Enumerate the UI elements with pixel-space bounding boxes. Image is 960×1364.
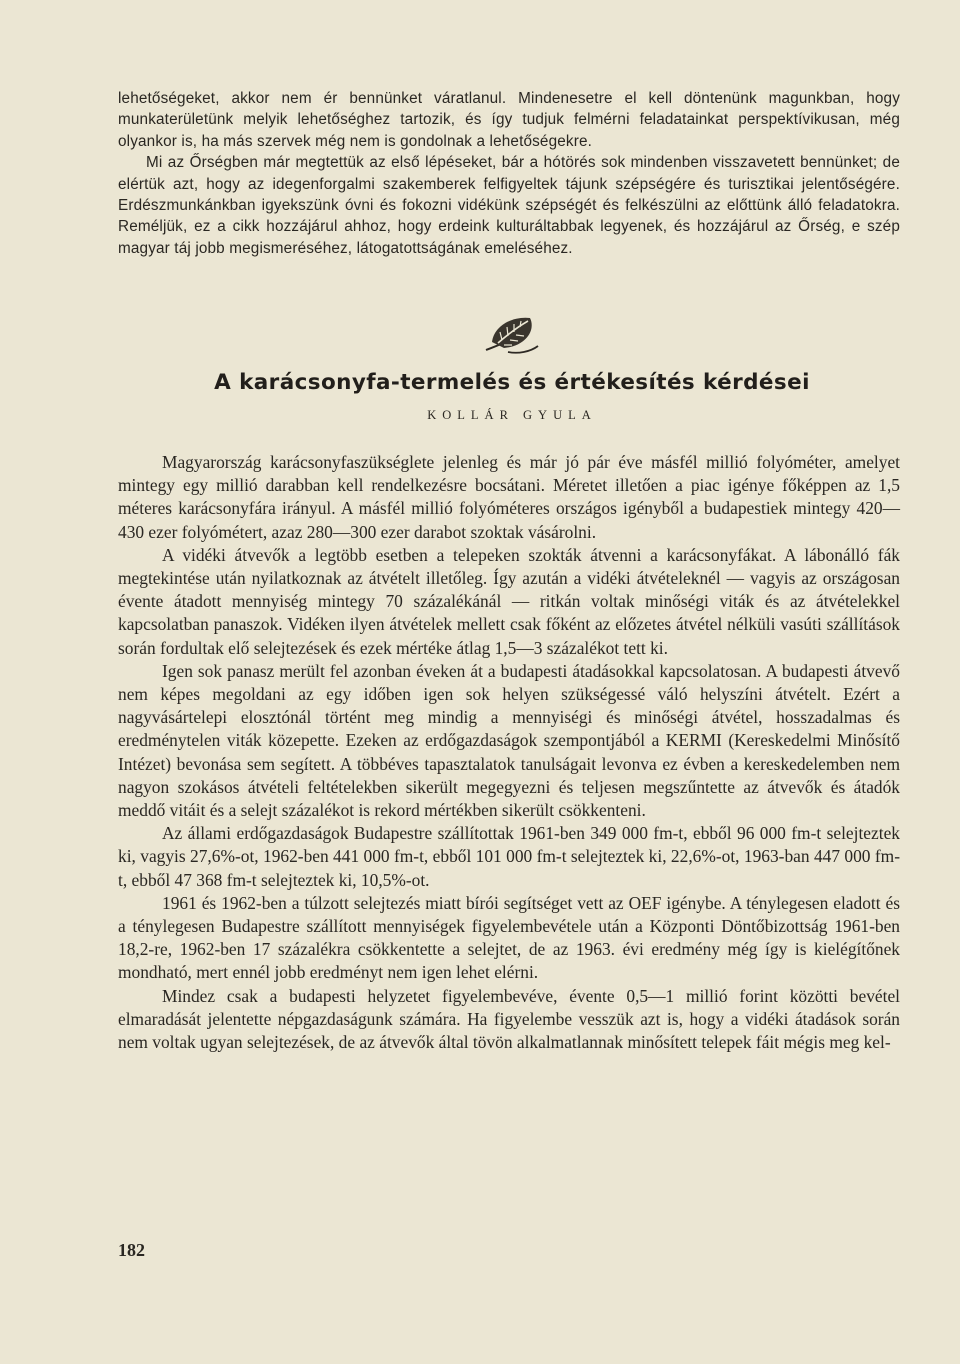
previous-article-paragraph: lehetőségeket, akkor nem ér bennünket váratlanul. Mindenesetre el kell döntenünk magunkban, hogy munkaterületünk melyik lehetőséghez tartozik, és így tudjuk felmérni feladatainkat perspektívikusan, még olyankor is, ha más szervek még nem is gondolnak a lehetőségekre. xyxy=(118,90,900,150)
article-paragraph: Az állami erdőgazdaságok Budapestre szállítottak 1961-ben 349 000 fm-t, ebből 96 000 fm-t selejteztek ki, vagyis 27,6%-ot, 1962-ben 441 000 fm-t, ebből 101 000 fm-t selejteztek ki, 22,6%-ot, 1963-ban 447 000 fm-t, ebből 47 368 fm-t selejteztek ki, 10,5%-ot. xyxy=(118,823,900,890)
article-paragraph: Igen sok panasz merült fel azonban éveken át a budapesti átadásokkal kapcsolatosan. A budapesti átvevő nem képes megoldani az egy időben igen sok helyen szükségessé váló helyszíni átvételt. Ezért a nagyvásártelepi elosztónál történt meg mindig a mennyiségi és minőségi átvétel, hosszadalmas és eredménytelen viták közepette. Ezeken az erdőgazdaságok szempontjából a KERMI (Kereskedelmi Minősítő Intézet) bevonása sem segített. A többéves tapasztalatok tanulságait levonva ez évben a kereskedelemben nem nagyon szokásos átvételi feltételekben sikerült megegyezni és teljesen megszűntette az átvevők és átadók meddő vitáit és a selejt százalékot is rekord mértékben sikerült csökkenteni. xyxy=(118,660,900,821)
article-body xyxy=(118,451,900,1054)
article-paragraph: Mindez csak a budapesti helyzetet figyelembevéve, évente 0,5—1 millió forint közötti bevétel elmaradását jelentette népgazdaságunk számára. Ha figyelembe vesszük azt is, hogy a vidéki átadások során nem voltak ugyan selejtezések, de az átvevők által tövön alkalmatlannak minősített telepek fáit mégis meg kel- xyxy=(118,985,900,1053)
previous-article-paragraph: Mi az Őrségben már megtettük az első lépéseket, bár a hótörés sok mindenben visszavetett bennünket; de elértük azt, hogy az idegenforgalmi szakemberek felfigyeltek tájunk szépségére és turisztikai jelentőségére. Erdészmunkánkban igyekszünk óvni és fokozni vidékünk szépségét és felkészülni az előttünk álló feladatokra. Reméljük, ez a cikk hozzájárul ahhoz, hogy erdeink kulturáltabbak legyenek, és hozzájárul az Őrség, e szép magyar táj jobb megismeréséhez, látogatottságának emeléséhez. xyxy=(118,154,900,257)
article-paragraph: Magyarország karácsonyfaszükséglete jelenleg és már jó pár éve másfél millió folyóméter, amelyet mintegy egy millió darabban kell rendelkezésre bocsátani. Méretet illetően a piac igénye főképpen az 1,5 méteres karácsonyfára irányul. A másfél millió folyóméteres országos igényből a budapestiek mintegy 420—430 ezer folyómétert, azaz 280—300 ezer darabot szoktak vásárolni. xyxy=(118,452,900,542)
leaf-ornament-icon xyxy=(478,312,546,358)
article-paragraph: 1961 és 1962-ben a túlzott selejtezés miatt bírói segítséget vett az OEF igénybe. A ténylegesen eladott és a ténylegesen Budapestre szállított mennyiségek figyelembevétele után a Központi Döntőbizottság 1961-ben 18,2-re, 1962-ben 17 százalékra csökkentette a selejtet, de az 1963. évi eredmény még így is kielégítőnek mondható, mert ennél jobb eredményt nem igen lehet elérni. xyxy=(118,892,900,983)
article-title: A karácsonyfa-termelés és értékesítés kérdései xyxy=(214,370,810,395)
article-paragraph: A vidéki átvevők a legtöbb esetben a telepeken szokták átvenni a karácsonyfákat. A lábonálló fák megtekintése után nyilatkoznak az átvételt illetőleg. Így azután a vidéki átvételeknél — vagyis az országosan évente átadott mennyiség mintegy 70 százalékánál — ritkán voltak minőségi viták és az átvételekkel kapcsolatban panaszok. Vidéken ilyen átvételek mellett csak főként az előzetes átvétel nélküli vasúti szállítások során fordultak elő selejtezések és ezek mértéke átlag 1,5—3 százalékot tett ki. xyxy=(118,544,900,658)
article-author: KOLLÁR GYULA xyxy=(427,408,597,422)
page-number: 182 xyxy=(118,1240,145,1260)
previous-article-text xyxy=(118,88,900,259)
